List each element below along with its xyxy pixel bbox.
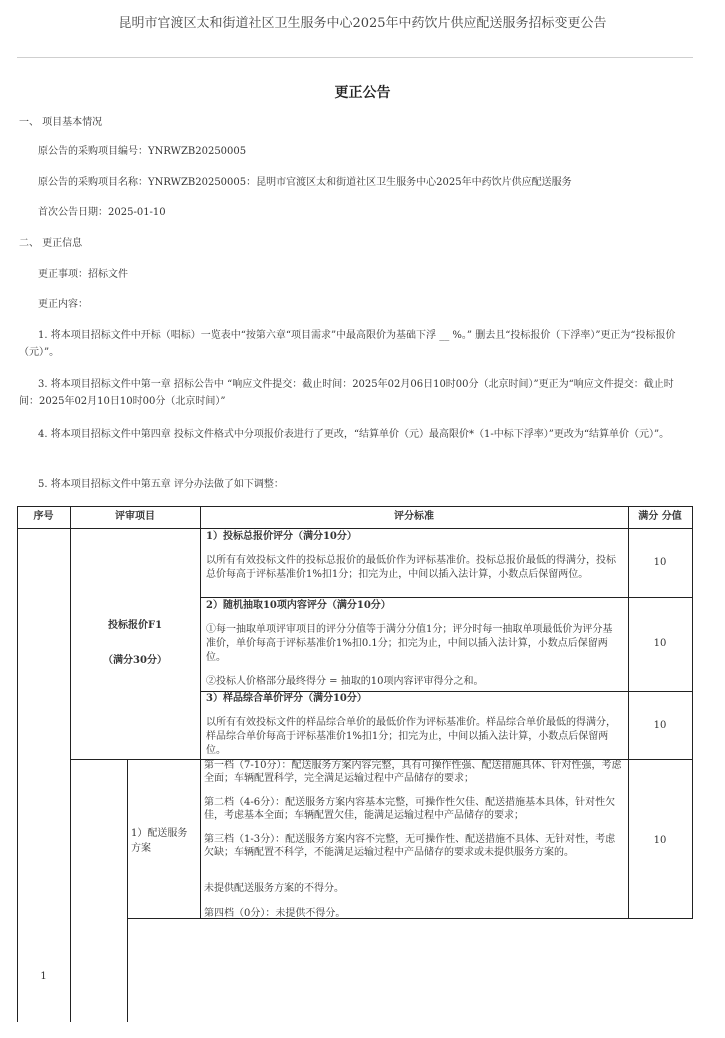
delivery-plan-name: 1）配送服务方案	[131, 828, 188, 854]
scoring-table	[17, 506, 693, 1022]
group-name: 投标报价F1	[107, 620, 163, 631]
correction-item: 4. 将本项目招标文件中第四章 投标文件格式中分项报价表进行了更改，“结算单价（元）最高限价*（1-中标下浮率）”更改为“结算单价（元）”。	[38, 429, 670, 440]
delivery-tier: 第三档（1-3分）：配送服务方案内容不完整，无可操作性、配送措施不具体、无针对性，考虑欠缺；车辆配置不科学，不能满足运输过程中产品储存的要求或未提供服务方案的。	[204, 834, 616, 858]
criterion-body: 以所有有效投标文件的投标总报价的最低价作为评标基准价。投标总报价最低的得满分，投标总价每高于评标基准价1%扣1分；扣完为止，中间以插入法计算，小数点后保留两位。	[206, 555, 616, 580]
delivery-tier: 第一档（7-10分）：配送服务方案内容完整，具有可操作性强、配送措施具体、针对性强，考虑全面；车辆配置科学，完全满足运输过程中产品储存的要求；	[204, 760, 622, 784]
correction-item: 3. 将本项目招标文件中第一章 招标公告中 “响应文件提交：截止时间：2025年02月06日10时00分（北京时间）”更正为“响应文件提交：截止时间：2025年02月10日10时00分（北京时间）”	[19, 379, 674, 407]
correction-content-label: 更正内容：	[38, 299, 88, 310]
criterion-title: 3）样品综合单价评分（满分10分）	[206, 693, 367, 704]
criterion-score: 10	[653, 720, 667, 731]
notice-heading: 更正公告	[334, 85, 391, 101]
row-seq: 1	[40, 971, 47, 982]
correction-item: 5. 将本项目招标文件中第五章 评分办法做了如下调整：	[38, 479, 284, 490]
header-standard: 评分标准	[394, 511, 434, 522]
delivery-tier: 第四档（0分）：未提供不得分。	[204, 908, 346, 919]
correction-item: 1. 将本项目招标文件中开标（唱标）一览表中“按第六章“项目需求”中最高限价为基础下浮 __ %。” 删去且“投标报价（下浮率）”更正为“投标报价（元）”。	[19, 330, 676, 358]
criterion-title: 1）投标总报价评分（满分10分）	[206, 531, 357, 542]
group-total: （满分30分）	[103, 655, 167, 666]
header-score: 满分 分值	[638, 511, 682, 522]
header-item: 评审项目	[115, 511, 155, 522]
delivery-tier: 未提供配送服务方案的不得分。	[204, 883, 344, 894]
correction-matter: 更正事项：招标文件	[38, 269, 128, 280]
project-code: 原公告的采购项目编号：YNRWZB20250005	[38, 146, 247, 157]
section1-heading: 一、 项目基本情况	[19, 117, 103, 128]
section2-heading: 二、 更正信息	[19, 238, 83, 249]
delivery-tier: 第二档（4-6分）：配送服务方案内容基本完整，可操作性欠佳、配送措施基本具体，针对性欠佳，考虑基本全面；车辆配置欠佳，能满足运输过程中产品储存的要求；	[204, 797, 616, 821]
page-title: 昆明市官渡区太和街道社区卫生服务中心2025年中药饮片供应配送服务招标变更公告	[118, 16, 607, 31]
first-publish-date: 首次公告日期：2025-01-10	[38, 207, 166, 218]
criterion-title: 2）随机抽取10项内容评分（满分10分）	[206, 600, 391, 611]
header-seq: 序号	[33, 511, 54, 522]
title-divider	[17, 57, 693, 58]
criterion-body: 以所有有效投标文件的样品综合单价的最低价作为评标基准价。样品综合单价最低的得满分，样品综合单价每高于评标基准价1%扣1分；扣完为止，中间以插入法计算，小数点后保留两位。	[206, 717, 616, 756]
delivery-score: 10	[653, 835, 667, 846]
criterion-score: 10	[653, 557, 667, 568]
criterion-score: 10	[653, 638, 667, 649]
project-name: 原公告的采购项目名称：YNRWZB20250005：昆明市官渡区太和街道社区卫生服务中心2025年中药饮片供应配送服务	[38, 177, 572, 188]
criterion-body-note: ②投标人价格部分最终得分 = 抽取的10项内容评审得分之和。	[206, 676, 484, 687]
criterion-body: ①每一抽取单项评审项目的评分分值等于满分分值1分；评分时每一抽取单项最低价为评分基准价，单价每高于评标基准价1%扣0.1分；扣完为止，中间以插入法计算，小数点后保留两位。	[206, 624, 613, 663]
